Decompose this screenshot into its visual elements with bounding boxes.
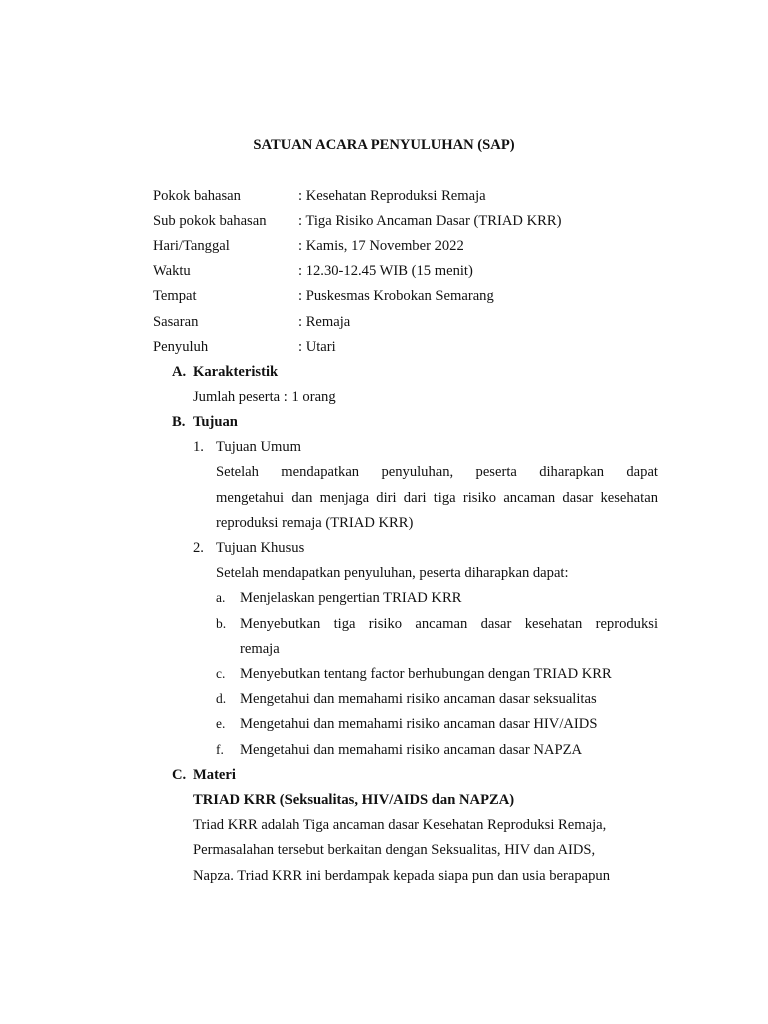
info-value-waktu: : 12.30-12.45 WIB (15 menit) bbox=[298, 263, 473, 279]
section-b-letter: B. bbox=[172, 414, 186, 430]
list-item-d-letter: d. bbox=[216, 691, 227, 706]
section-a-text: Jumlah peserta : 1 orang bbox=[193, 389, 336, 405]
info-label-sub-pokok-bahasan: Sub pokok bahasan bbox=[153, 213, 267, 229]
info-value-tempat: : Puskesmas Krobokan Semarang bbox=[298, 288, 494, 304]
section-b-title: Tujuan bbox=[193, 414, 238, 430]
list-item-b-text-line-1: Menyebutkan tiga risiko ancaman dasar kesehatan reproduksi bbox=[240, 616, 658, 632]
materi-line-2: Permasalahan tersebut berkaitan dengan Seksualitas, HIV dan AIDS, bbox=[193, 842, 596, 858]
info-label-tempat: Tempat bbox=[153, 288, 197, 304]
document-title: SATUAN ACARA PENYULUHAN (SAP) bbox=[253, 137, 515, 153]
tujuan-umum-number: 1. bbox=[193, 439, 204, 455]
info-label-hari-tanggal: Hari/Tanggal bbox=[153, 238, 230, 254]
tujuan-umum-line-2: mengetahui dan menjaga diri dari tiga risiko ancaman dasar kesehatan bbox=[216, 490, 658, 506]
list-item-b-letter: b. bbox=[216, 616, 227, 631]
tujuan-khusus-number: 2. bbox=[193, 540, 204, 556]
list-item-c-letter: c. bbox=[216, 666, 226, 681]
list-item-f-letter: f. bbox=[216, 742, 224, 757]
list-item-e-letter: e. bbox=[216, 716, 226, 731]
list-item-f-text: Mengetahui dan memahami risiko ancaman dasar NAPZA bbox=[240, 742, 583, 758]
tujuan-khusus-intro: Setelah mendapatkan penyuluhan, peserta diharapkan dapat: bbox=[216, 565, 569, 581]
section-c-title: Materi bbox=[193, 767, 236, 783]
list-item-a-letter: a. bbox=[216, 590, 226, 605]
materi-subtitle: TRIAD KRR (Seksualitas, HIV/AIDS dan NAPZA) bbox=[193, 792, 515, 808]
section-c-letter: C. bbox=[172, 767, 187, 783]
info-value-hari-tanggal: : Kamis, 17 November 2022 bbox=[298, 238, 464, 254]
materi-line-3: Napza. Triad KRR ini berdampak kepada siapa pun dan usia berapapun bbox=[193, 868, 611, 884]
list-item-b-text-line-2: remaja bbox=[240, 641, 280, 657]
info-value-sasaran: : Remaja bbox=[298, 314, 351, 330]
tujuan-umum-title: Tujuan Umum bbox=[216, 439, 302, 455]
info-value-sub-pokok-bahasan: : Tiga Risiko Ancaman Dasar (TRIAD KRR) bbox=[298, 213, 562, 229]
list-item-d-text: Mengetahui dan memahami risiko ancaman dasar seksualitas bbox=[240, 691, 597, 707]
info-label-waktu: Waktu bbox=[153, 263, 191, 279]
section-a-title: Karakteristik bbox=[193, 364, 279, 380]
tujuan-umum-line-1: Setelah mendapatkan penyuluhan, peserta diharapkan dapat bbox=[216, 464, 658, 480]
info-value-pokok-bahasan: : Kesehatan Reproduksi Remaja bbox=[298, 188, 486, 204]
info-label-pokok-bahasan: Pokok bahasan bbox=[153, 188, 241, 204]
tujuan-umum-line-3: reproduksi remaja (TRIAD KRR) bbox=[216, 515, 414, 531]
tujuan-khusus-title: Tujuan Khusus bbox=[216, 540, 305, 556]
list-item-c-text: Menyebutkan tentang factor berhubungan dengan TRIAD KRR bbox=[240, 666, 612, 682]
materi-line-1: Triad KRR adalah Tiga ancaman dasar Kesehatan Reproduksi Remaja, bbox=[193, 817, 607, 833]
list-item-e-text: Mengetahui dan memahami risiko ancaman dasar HIV/AIDS bbox=[240, 716, 598, 732]
section-a-letter: A. bbox=[172, 364, 187, 380]
list-item-a-text: Menjelaskan pengertian TRIAD KRR bbox=[240, 590, 462, 606]
info-label-penyuluh: Penyuluh bbox=[153, 339, 209, 355]
info-label-sasaran: Sasaran bbox=[153, 314, 199, 330]
info-value-penyuluh: : Utari bbox=[298, 339, 336, 355]
